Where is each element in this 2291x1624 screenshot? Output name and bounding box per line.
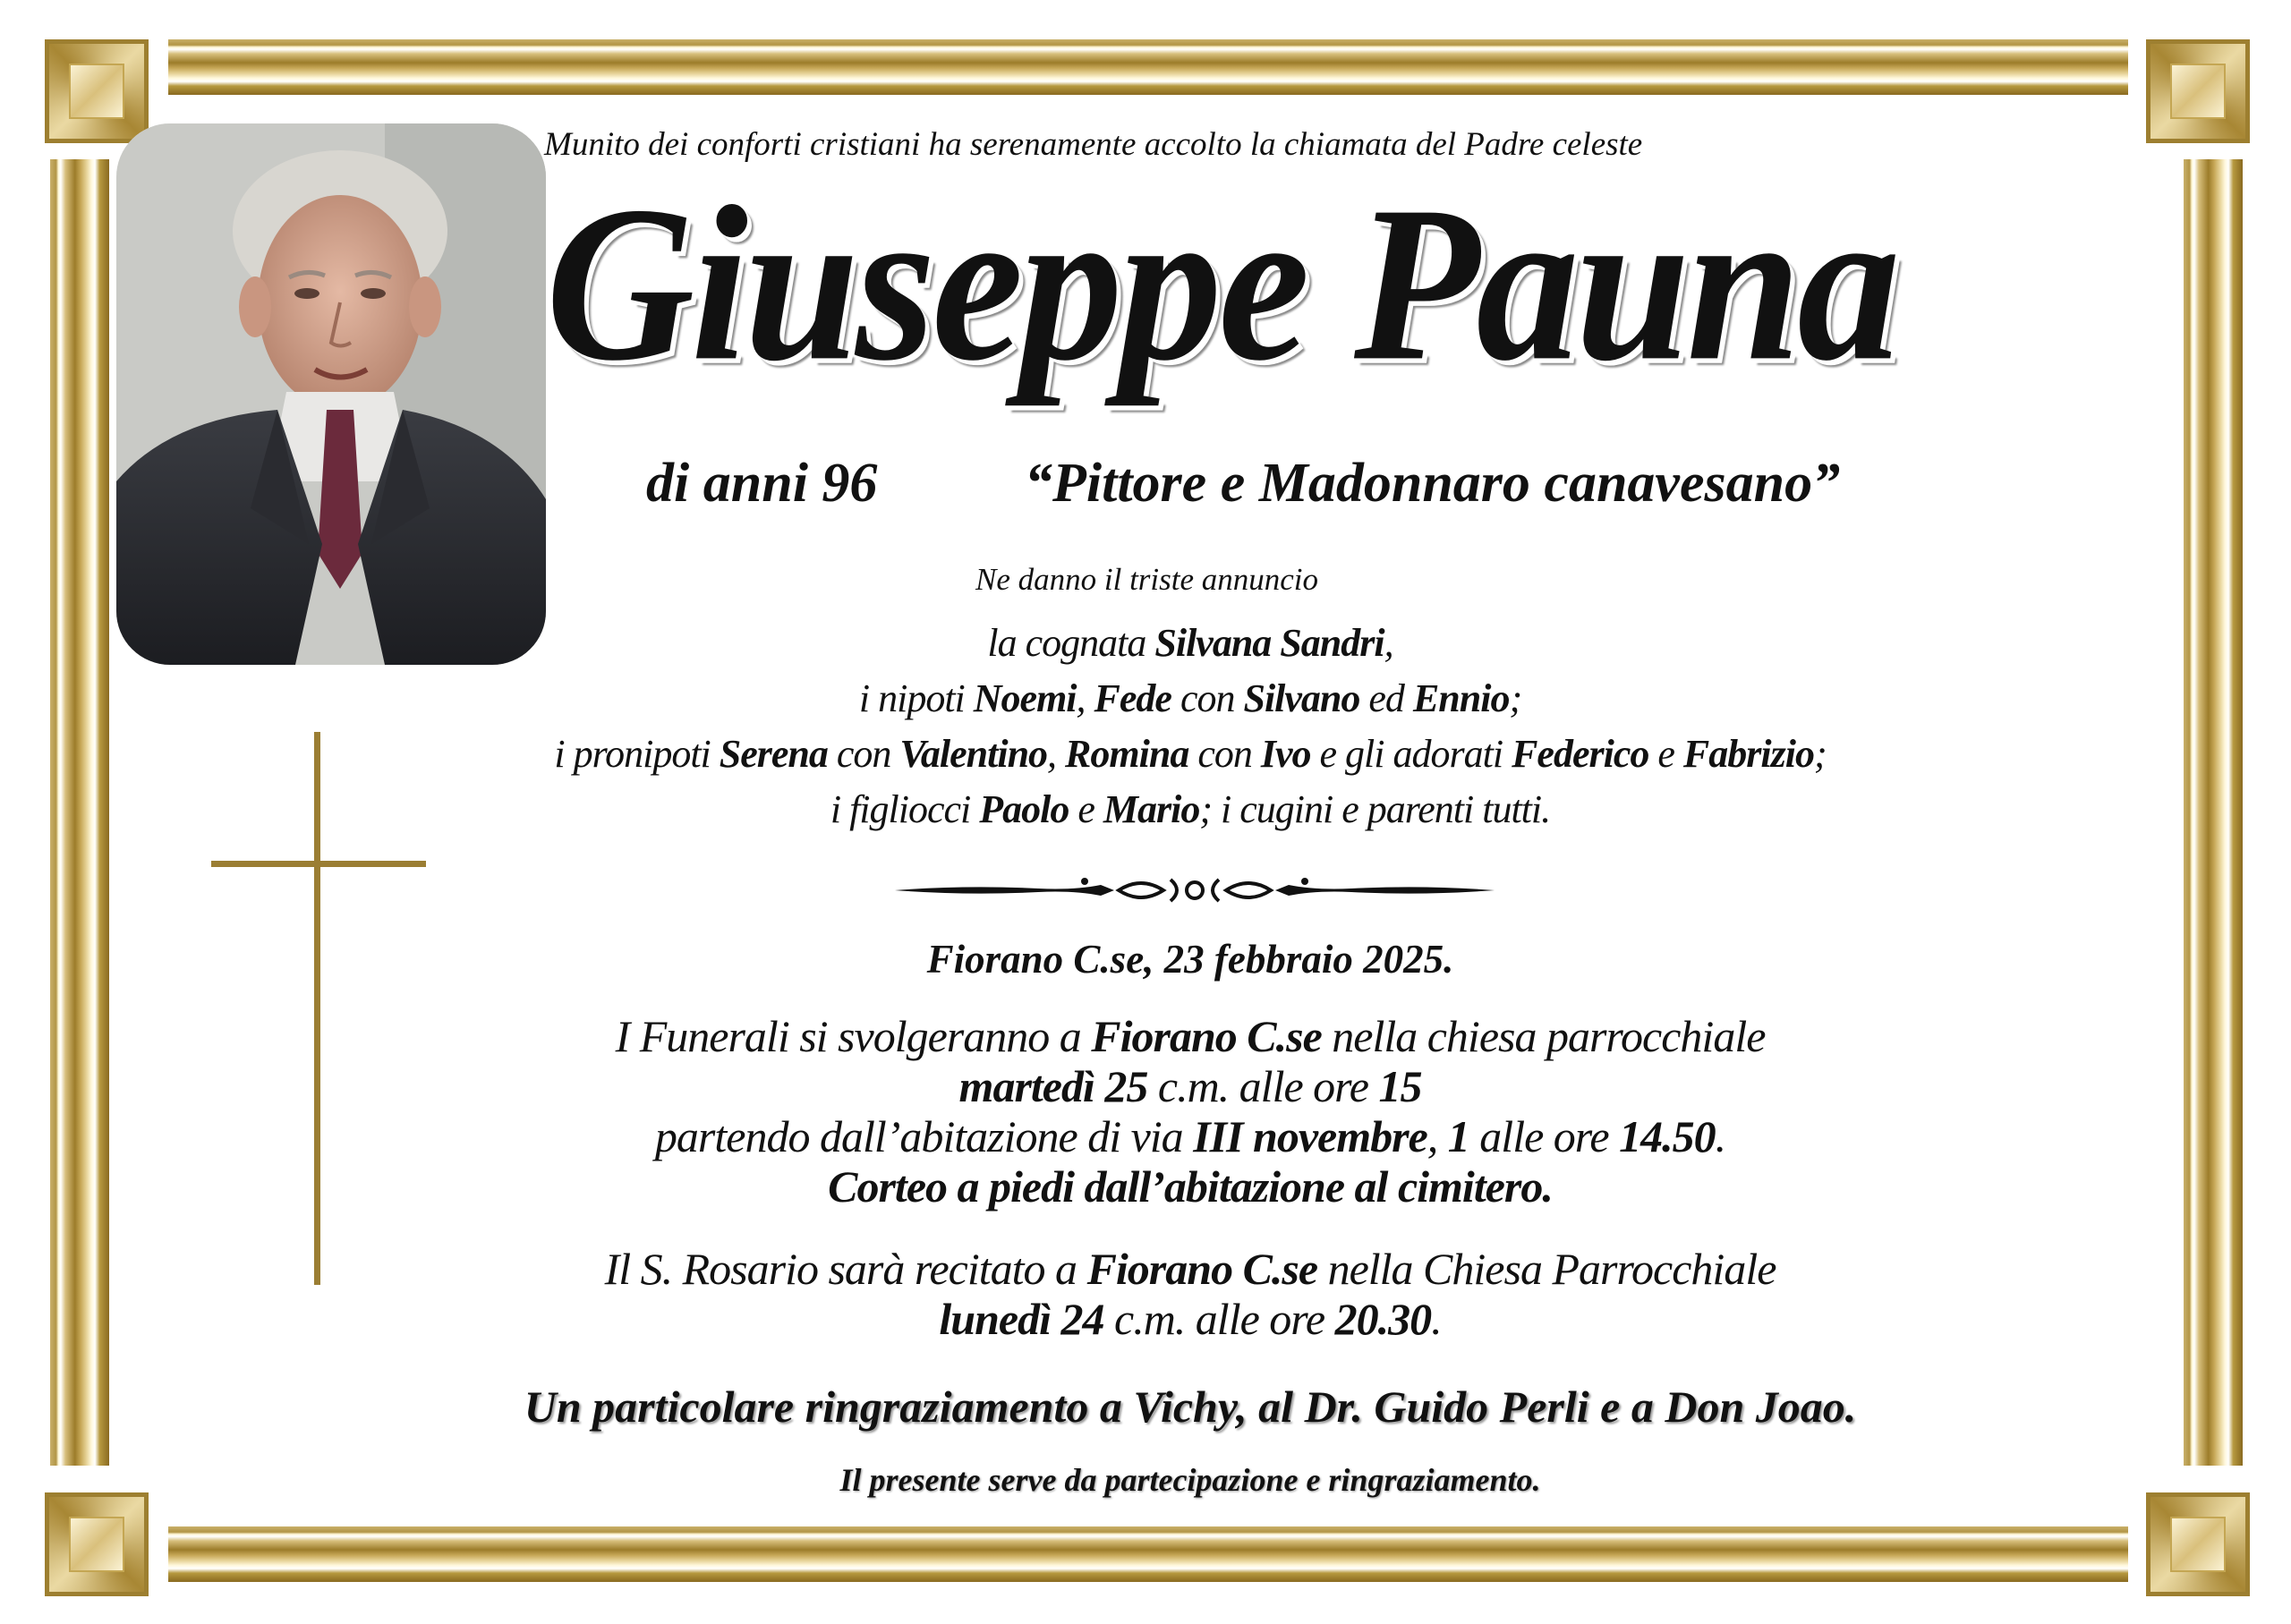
- portrait-photo: [116, 123, 546, 665]
- funeral-line: martedì 25 c.m. alle ore 15: [958, 1061, 1422, 1111]
- frame-corner-bottom-right: [2146, 1492, 2250, 1596]
- frame-left-bar: [50, 159, 109, 1466]
- family-line: la cognata Silvana Sandri,: [987, 621, 1393, 665]
- frame-corner-bottom-left: [45, 1492, 149, 1596]
- cross-icon-arm: [211, 861, 426, 867]
- rosary-line: Il S. Rosario sarà recitato a Fiorano C.se nella Chiesa Parrocchiale: [604, 1244, 1776, 1294]
- frame-bottom-bar: [168, 1526, 2128, 1582]
- intro-text: Munito dei conforti cristiani ha serenamente accolto la chiamata del Padre celeste: [544, 126, 1643, 163]
- age-text: di anni 96: [646, 453, 878, 514]
- frame-corner-top-left: [45, 39, 149, 143]
- motto-text: “Pittore e Madonnaro canavesano”: [1025, 453, 1841, 514]
- funeral-line: partendo dall’abitazione di via III novembre, 1 alle ore 14.50.: [654, 1111, 1726, 1161]
- frame-right-bar: [2184, 159, 2243, 1466]
- closing-note: Il presente serve da partecipazione e ringraziamento.: [839, 1462, 1541, 1498]
- funeral-line: Corteo a piedi dall’abitazione al cimitero.: [828, 1161, 1553, 1212]
- funeral-line: I Funerali si svolgeranno a Fiorano C.se nella chiesa parrocchiale: [615, 1011, 1766, 1061]
- deceased-name: Giuseppe Pauna: [546, 159, 1897, 407]
- frame-top-bar: [168, 39, 2128, 95]
- rosary-line: lunedì 24 c.m. alle ore 20.30.: [939, 1294, 1442, 1344]
- family-list: [295, 616, 2085, 838]
- rosary-info: [295, 1244, 2085, 1344]
- family-line: i pronipoti Serena con Valentino, Romina con Ivo e gli adorati Federico e Fabrizio;: [554, 732, 1827, 776]
- funeral-info: [295, 1011, 2085, 1212]
- announce-text: Ne danno il triste annuncio: [975, 562, 1319, 597]
- family-line: i nipoti Noemi, Fede con Silvano ed Ennio;: [858, 676, 1522, 720]
- family-line: i figliocci Paolo e Mario; i cugini e parenti tutti.: [830, 787, 1551, 831]
- place-date: Fiorano C.se, 23 febbraio 2025.: [926, 937, 1454, 982]
- frame-corner-top-right: [2146, 39, 2250, 143]
- ornament-divider-icon: [895, 872, 1495, 908]
- thanks-text: Un particolare ringraziamento a Vichy, al Dr. Guido Perli e a Don Joao.: [524, 1382, 1857, 1432]
